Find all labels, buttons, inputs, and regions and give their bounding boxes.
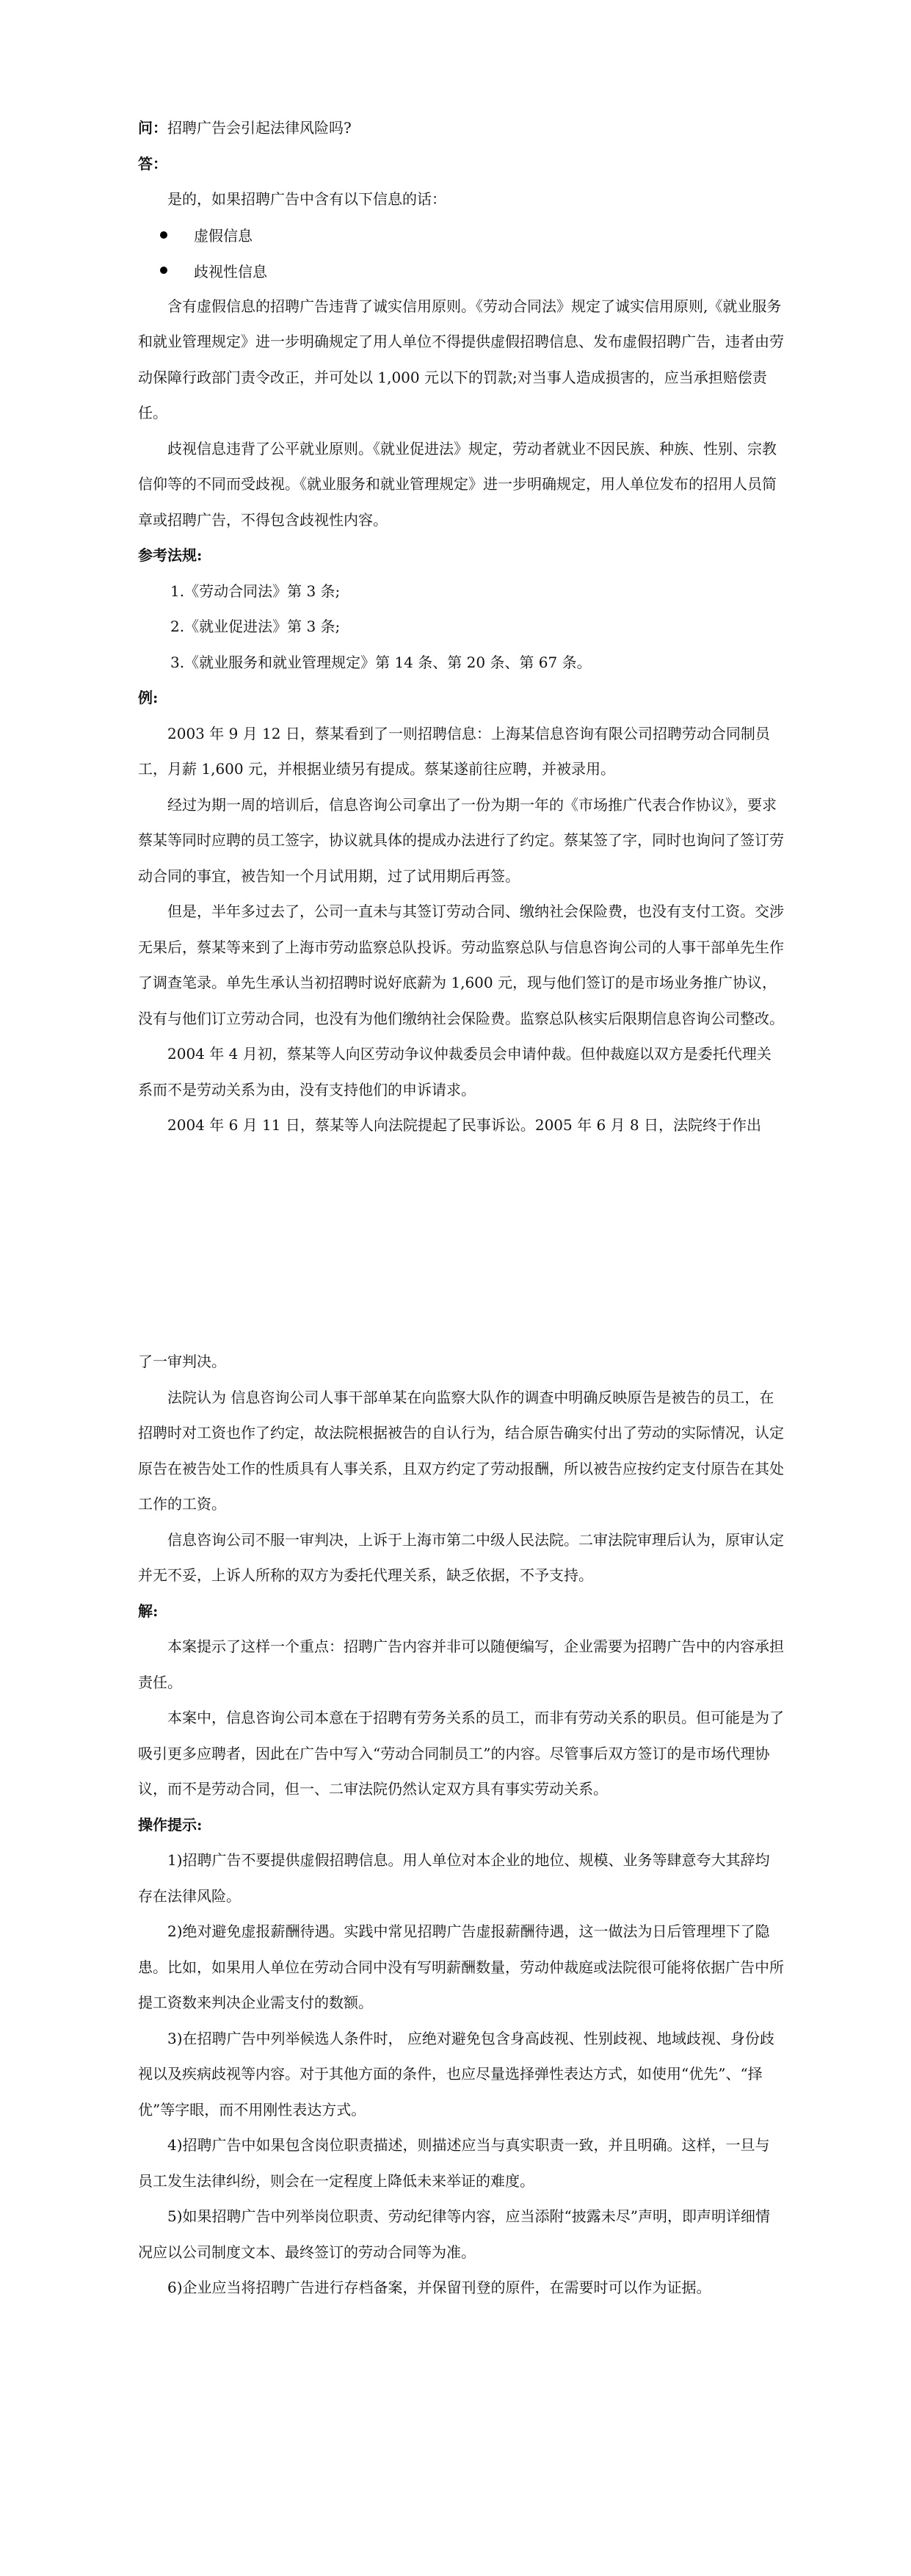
tips-label: 操作提示: [138,1815,203,1834]
analysis-label: 解: [138,1602,159,1620]
tip-item: 4)招聘广告中如果包含岗位职责描述，则描述应当与真实职责一致，并且明确。这样，一旦与员工发生法律纠纷，则会在一定程度上降低未来举证的难度。 [138,2136,770,2190]
tip-item: 5)如果招聘广告中列举岗位职责、劳动纪律等内容，应当添附“披露未尽”声明，即声明详细情况应以公司制度文本、最终签订的劳动合同等为准。 [138,2207,770,2261]
bullet-text: 虚假信息 [194,227,253,245]
paragraph: 2004 年 4 月初，蔡某等人向区劳动争议仲裁委员会申请仲裁。但仲裁庭以双方是委托代理关系而不是劳动关系为由，没有支持他们的申诉请求。 [138,1045,772,1099]
paragraph: 本案提示了这样一个重点：招聘广告内容并非可以随便编写，企业需要为招聘广告中的内容承担责任。 [138,1638,784,1691]
answer-label: 答： [138,154,167,173]
paragraph: 法院认为 信息咨询公司人事干部单某在向监察大队作的调查中明确反映原告是被告的员工，在招聘时对工资也作了约定，故法院根据被告的自认行为，结合原告确实付出了劳动的实际情况，认定原告在被告处工作的性质具有人事关系，且双方约定了劳动报酬，所以被告应按约定支付原告在其处工作的工资。 [138,1388,784,1513]
section-part-2 [138,1344,784,2306]
paragraph: 2003 年 9 月 12 日，蔡某看到了一则招聘信息：上海某信息咨询有限公司招聘劳动合同制员工，月薪 1,600 元，并根据业绩另有提成。蔡某遂前往应聘，并被录用。 [138,724,770,778]
section-part-1 [138,110,784,1143]
tip-item: 6)企业应当将招聘广告进行存档备案，并保留刊登的原件，在需要时可以作为证据。 [167,2279,711,2296]
paragraph: 本案中，信息咨询公司本意在于招聘有劳务关系的员工，而非有劳动关系的职员。但可能是为了吸引更多应聘者，因此在广告中写入“劳动合同制员工”的内容。尽管事后双方签订的是市场代理协议，而不是劳动合同，但一、二审法院仍然认定双方具有事实劳动关系。 [138,1709,784,1798]
question-label: 问： [138,119,167,137]
paragraph: 歧视信息违背了公平就业原则。《就业促进法》规定，劳动者就业不因民族、种族、性别、宗教信仰等的不同而受歧视。《就业服务和就业管理规定》进一步明确规定，用人单位发布的招用人员简章或招聘广告，不得包含歧视性内容。 [138,439,777,529]
paragraph: 信息咨询公司不服一审判决，上诉于上海市第二中级人民法院。二审法院审理后认为，原审认定并无不妥，上诉人所称的双方为委托代理关系，缺乏依据，不予支持。 [138,1530,784,1584]
paragraph: 含有虚假信息的招聘广告违背了诚实信用原则。《劳动合同法》规定了诚实信用原则,《就业服务和就业管理规定》进一步明确规定了用人单位不得提供虚假招聘信息、发布虚假招聘广告，违者由劳动保障行政部门责令改正，并可处以 1,000 元以下的罚款;对当事人造成损害的，应当承担赔偿责任。 [138,297,784,422]
answer-intro: 是的，如果招聘广告中含有以下信息的话： [167,190,446,208]
paragraph: 经过为期一周的培训后，信息咨询公司拿出了一份为期一年的《市场推广代表合作协议》，要求蔡某等同时应聘的员工签字，协议就具体的提成办法进行了约定。蔡某签了字，同时也询问了签订劳动合同的事宜，被告知一个月试用期，过了试用期后再签。 [138,795,784,885]
question-line [138,110,784,146]
bullet-text: 歧视性信息 [194,262,267,281]
tip-item: 1)招聘广告不要提供虚假招聘信息。用人单位对本企业的地位、规模、业务等肆意夸大其辞均存在法律风险。 [138,1851,770,1905]
references-label: 参考法规: [138,546,203,564]
bullet-item [138,253,784,289]
bullet-icon [160,231,167,239]
bullet-item [138,217,784,253]
paragraph: 2004 年 6 月 11 日，蔡某等人向法院提起了民事诉讼。2005 年 6 月 8 日，法院终于作出 [167,1116,761,1134]
bullet-icon [160,267,167,274]
reference-item: 3.《就业服务和就业管理规定》第 14 条、第 20 条、第 67 条。 [170,653,592,671]
paragraph: 但是，半年多过去了，公司一直未与其签订劳动合同、缴纳社会保险费，也没有支付工资。交涉无果后，蔡某等来到了上海市劳动监察总队投诉。劳动监察总队与信息咨询公司的人事干部单先生作了调查笔录。单先生承认当初招聘时说好底薪为 1,600 元，现与他们签订的是市场业务推广协议，没有与他们订立劳动合同，也没有为他们缴纳社会保险费。监察总队核实后限期信息咨询公司整改。 [138,902,784,1027]
tip-item: 2)绝对避免虚报薪酬待遇。实践中常见招聘广告虚报薪酬待遇，这一做法为日后管理埋下了隐患。比如，如果用人单位在劳动合同中没有写明薪酬数量，劳动仲裁庭或法院很可能将依据广告中所提工资数来判决企业需支付的数额。 [138,1922,784,2011]
paragraph-continuation: 了一审判决。 [138,1353,226,1370]
question-text: 招聘广告会引起法律风险吗? [167,119,352,137]
case-label: 例: [138,689,159,706]
tip-item: 3)在招聘广告中列举候选人条件时， 应绝对避免包含身高歧视、性别歧视、地域歧视、身份歧视以及疾病歧视等内容。对于其他方面的条件，也应尽量选择弹性表达方式，如使用“优先”、“择优”等字眼，而不用刚性表达方式。 [138,2029,774,2119]
reference-item: 2.《就业促进法》第 3 条; [170,618,341,635]
reference-item: 1.《劳动合同法》第 3 条; [170,582,341,600]
